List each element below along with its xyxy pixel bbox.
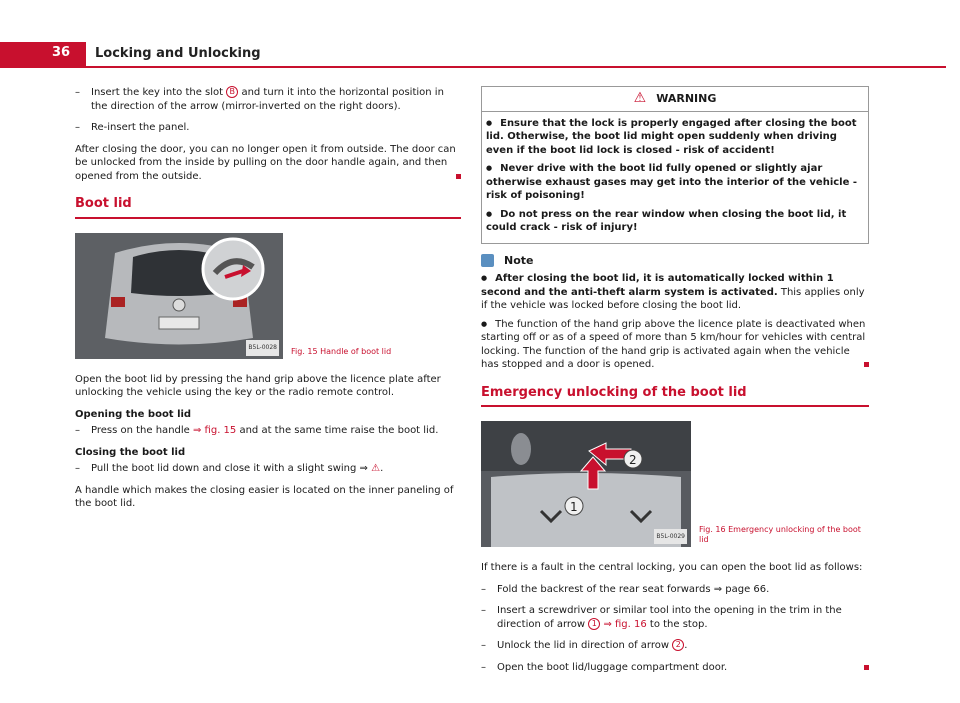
- step-text: .: [380, 463, 384, 474]
- section-end-mark: [864, 362, 869, 367]
- step-insert-screwdriver: [481, 604, 869, 631]
- section-heading-boot-lid: Boot lid: [75, 196, 132, 211]
- note-text: The function of the hand grip above the licence plate is deactivated when starting off or as of a speed of more than 5 km/hour for vehicles with central locking. The function of the hand grip is activated again when the vehicle has stopped and a door is opened.: [481, 318, 866, 370]
- arrow-2-badge: 2: [672, 639, 684, 651]
- warning-item: ● Do not press on the rear window when closing the boot lid, it could crack - risk of injury!: [486, 208, 864, 235]
- section-rule: [481, 405, 869, 407]
- figure-caption: Fig. 16 Emergency unlocking of the boot lid: [699, 525, 861, 544]
- step-text: Open the boot lid/luggage compartment door.: [497, 661, 728, 673]
- section-end-mark: [456, 174, 461, 179]
- warning-header: [482, 87, 868, 112]
- warning-body: [482, 112, 868, 243]
- step-press-handle: [75, 424, 461, 438]
- fig16-label-2: 2: [629, 453, 637, 467]
- header-rule: [86, 66, 946, 68]
- note-text: This applies only if the vehicle was locked before closing the boot lid.: [481, 286, 865, 311]
- page-number: 36: [52, 45, 71, 60]
- step-text: Insert the key into the slot: [91, 87, 227, 98]
- after-closing-text: [75, 143, 461, 184]
- step-text: Press on the handle: [91, 425, 193, 436]
- section-rule: [75, 217, 461, 219]
- step-text: Unlock the lid in direction of arrow: [497, 640, 673, 651]
- step-text: .: [684, 640, 688, 651]
- note-body: [481, 272, 869, 372]
- step-fold-backrest: – Fold the backrest of the rear seat forwards ⇒ page 66.: [481, 583, 869, 597]
- figure-16: [481, 421, 869, 547]
- step-text: Pull the boot lid down and close it with a slight swing ⇒: [91, 463, 372, 474]
- fig15-link[interactable]: ⇒ fig. 15: [192, 425, 237, 436]
- left-column: [75, 86, 461, 519]
- step-text: to the stop.: [646, 618, 708, 630]
- warning-icon[interactable]: ⚠: [371, 463, 381, 474]
- fig16-link[interactable]: ⇒ fig. 16: [603, 618, 647, 630]
- warning-item: ● Never drive with the boot lid fully opened or slightly ajar otherwise exhaust gases may get into the interior of the vehicle - risk of poisoning!: [486, 162, 864, 203]
- step-text: and turn it into the horizontal position in the direction of the arrow (mirror-inverted on the right doors).: [91, 87, 444, 112]
- step-open-boot: [481, 661, 869, 675]
- arrow-1-badge: 1: [588, 618, 600, 630]
- paragraph-text: After closing the door, you can no longer open it from outside. The door can be unlocked from the inside by pulling on the door handle again, and then opened from the outside.: [75, 143, 456, 182]
- fig16-label-1: 1: [570, 500, 578, 514]
- section-heading-emergency: Emergency unlocking of the boot lid: [481, 384, 747, 400]
- boot-intro-text: Open the boot lid by pressing the hand grip above the licence plate after unlocking the vehicle using the key or the radio remote control.: [75, 373, 441, 398]
- note-title: Note: [504, 253, 534, 267]
- figure-15: [75, 233, 461, 359]
- handle-note-text: A handle which makes the closing easier is located on the inner paneling of the boot lid.: [75, 484, 454, 509]
- warning-item: ● Ensure that the lock is properly engaged after closing the boot lid. Otherwise, the boot lid might open suddenly when driving even if the boot lid lock is closed - risk of accident!: [486, 117, 864, 158]
- figure-tag: B5L-0029: [654, 529, 687, 545]
- warning-title: WARNING: [656, 92, 717, 105]
- fault-intro-text: If there is a fault in the central locking, you can open the boot lid as follows:: [481, 562, 863, 573]
- figure-caption: Fig. 15 Handle of boot lid: [291, 346, 392, 356]
- right-column: [481, 86, 869, 682]
- step-reinsert-panel: – Re-insert the panel.: [75, 121, 461, 135]
- page-title: Locking and Unlocking: [95, 46, 261, 61]
- note-bold-text: After closing the boot lid, it is automatically locked within 1 second and the anti-theft alarm system is activated.: [481, 273, 834, 298]
- note-item: [481, 272, 869, 313]
- step-pull-down: [75, 462, 461, 476]
- step-text: and at the same time raise the boot lid.: [236, 425, 439, 436]
- step-text: Insert a screwdriver or similar tool into the opening in the trim in the direction of arrow: [497, 605, 842, 630]
- warning-box: [481, 86, 869, 244]
- step-unlock-lid: [481, 639, 869, 653]
- slot-b-badge: B: [226, 86, 238, 98]
- closing-heading: Closing the boot lid: [75, 446, 186, 458]
- opening-heading: Opening the boot lid: [75, 408, 192, 420]
- section-end-mark: [864, 665, 869, 670]
- boot-lid-photo: [75, 233, 283, 359]
- note-icon: [481, 254, 494, 267]
- emergency-unlock-photo: [481, 421, 691, 547]
- warning-triangle-icon: ⚠: [633, 90, 647, 106]
- note-header: [481, 254, 869, 268]
- note-item: [481, 318, 869, 372]
- page-number-tab: [0, 42, 86, 68]
- figure-tag: B5L-0028: [246, 340, 279, 356]
- step-insert-key: [75, 86, 461, 113]
